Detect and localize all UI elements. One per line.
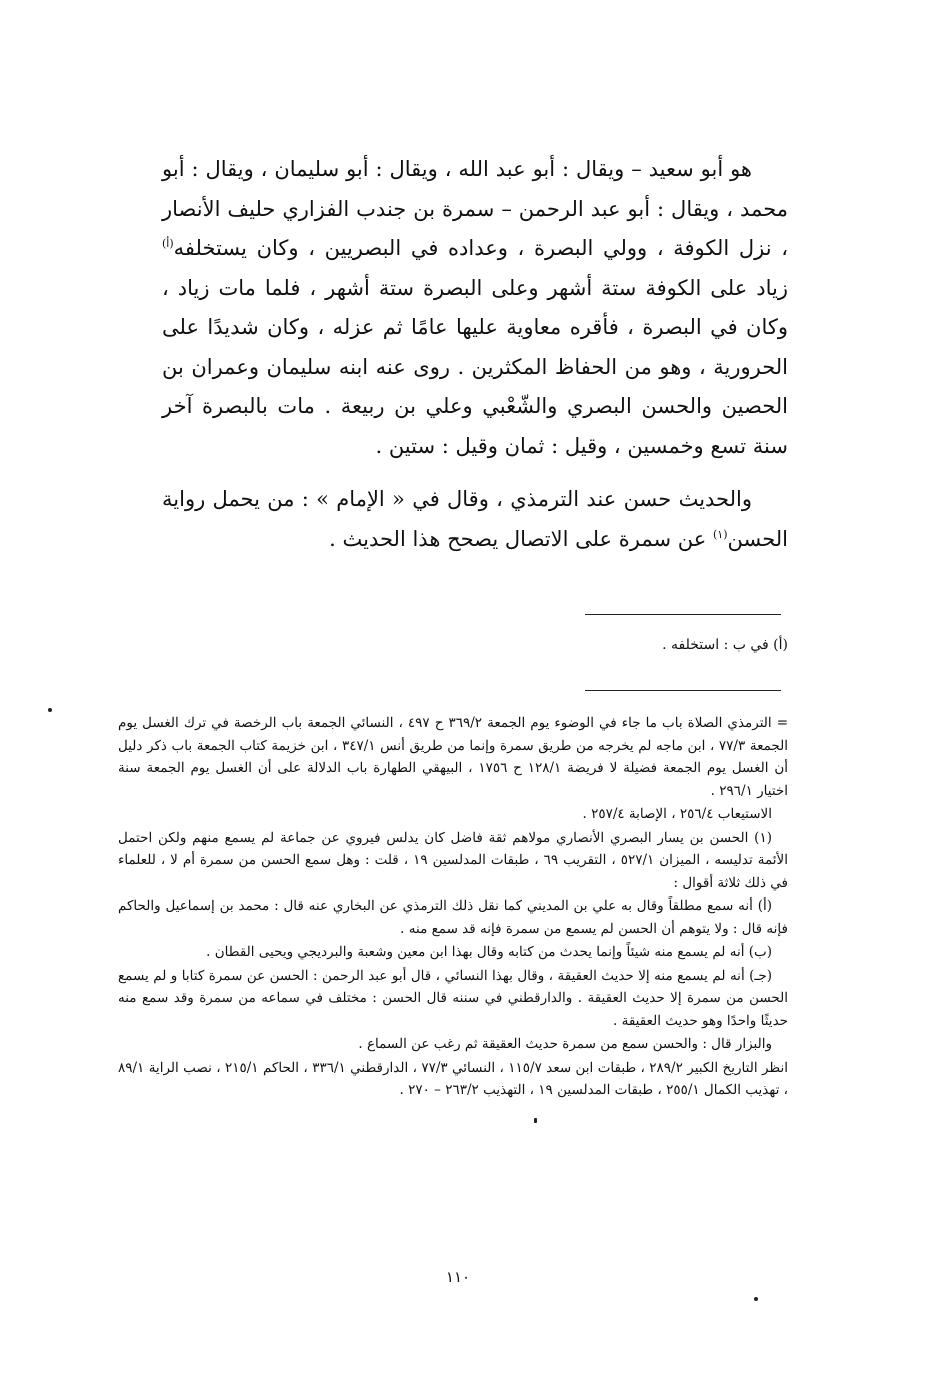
footnote-ref-1: (١) [712, 527, 728, 541]
scan-speck [534, 1118, 537, 1123]
footnote-continuation: = الترمذي الصلاة باب ما جاء في الوضوء يوم الجمعة ٣٦٩/٢ ح ٤٩٧ ، النسائي الجمعة باب الرخصة في ترك الغسل يوم الجمعة ٧٧/٣ ، ابن ماجه لم يخرجه من طريق سمرة وإنما من طريق أنس ٣٤٧/١ ، ابن خزيمة كتاب الجمعة باب ذكر دليل أن الغسل يوم الجمعة فضيلة لا فريضة ١٢٨/١ ح ١٧٥٦ ، البيهقي الطهارة باب الدلالة على أن الغسل يوم الجمعة سنة اختيار ٢٩٦/١ . [118, 715, 789, 799]
footnote-source: الاستيعاب ٢٥٦/٤ ، الإصابة ٢٥٧/٤ . [582, 806, 772, 822]
footnote-divider [585, 614, 781, 615]
scan-speck [48, 708, 52, 712]
biography-paragraph [162, 150, 788, 466]
footnote-opinion-b: (ب) أنه لم يسمع منه شيئاً وإنما يحدث من كتابه وقال بهذا ابن معين وشعبة والبرديجي ويحيى القطان . [206, 944, 772, 960]
biography-text-rest: زياد على الكوفة ستة أشهر وعلى البصرة ستة أشهر ، فلما مات زياد ، وكان في البصرة ، فأقره معاوية عليها عامًا ثم عزله ، وكان شديدًا على الحرورية ، وهو من الحفاظ المكثرين . روى عنه ابنه سليمان وعمران بن الحصين والحسن البصري والشّعْبي وعلي بن ربيعة . مات بالبصرة آخر سنة تسع وخمسين ، وقيل : ثمان وقيل : ستين . [162, 275, 788, 458]
hadith-grade-paragraph [162, 480, 788, 559]
footnote-opinion-a: (أ) أنه سمع مطلقاً وقال به علي بن المديني كما نقل ذلك الترمذي عن البخاري عنه قال : محمد بن إسماعيل والحاكم فإنه قال : ولا يتوهم أن الحسن لم يسمع من سمرة فإنه قد سمع منه . [118, 898, 788, 937]
scan-speck [754, 1297, 758, 1301]
hadith-grade-text-rest: عن سمرة على الاتصال يصحح هذا الحديث . [329, 526, 713, 551]
footnote-bazzar: والبزار قال : والحسن سمع من سمرة حديث العقيقة ثم رغب عن السماع . [358, 1036, 772, 1052]
footnote-1: (١) الحسن بن يسار البصري الأنصاري مولاهم ثقة فاضل كان يدلس فيروي عن جماعة لم يسمع منهم ولكن احتمل الأئمة تدليسه ، الميزان ٥٢٧/١ ، التقريب ٦٩ ، طبقات المدلسين ١٩ ، قلت : وهل سمع الحسن من سمرة أم لا ، للعلماء في ذلك ثلاثة أقوال : [118, 829, 788, 891]
footnotes [118, 712, 788, 1103]
footnote-divider-secondary [585, 690, 781, 691]
variant-footnote: (أ) في ب : استخلفه . [662, 637, 788, 653]
page-number: ١١٠ [445, 1268, 471, 1286]
main-text [162, 150, 788, 559]
biography-text: هو أبو سعيد – ويقال : أبو عبد الله ، ويقال : أبو سليمان ، ويقال : أبو محمد ، ويقال : أبو عبد الرحمن – سمرة بن جندب الفزاري حليف الأنصار ، نزل الكوفة ، وولي البصرة ، وعداده في البصريين ، وكان يستخلفه [162, 157, 788, 260]
footnote-ref-a: (أ) [162, 237, 174, 250]
footnote-opinion-c: (جـ) أنه لم يسمع منه إلا حديث العقيقة ، وقال بهذا النسائي ، قال أبو عبد الرحمن : الحسن عن سمرة كتابا و لم يسمع الحسن من سمرة إلا حديث العقيقة . والدارقطني في سننه قال الحسن : مختلف في سماعه من سمرة وقد سمع منه حديثًا واحدًا وهو حديث العقيقة . [118, 967, 788, 1029]
hadith-grade-text: والحديث حسن عند الترمذي ، وقال في « الإمام » : من يحمل رواية الحسن [162, 487, 788, 551]
footnote-references: انظر التاريخ الكبير ٢٨٩/٢ ، طبقات ابن سعد ١١٥/٧ ، النسائي ٧٧/٣ ، الدارقطني ٣٣٦/١ ، الحاكم ٢١٥/١ ، نصب الراية ٨٩/١ ، تهذيب الكمال ٢٥٥/١ ، طبقات المدلسين ١٩ ، التهذيب ٢٦٣/٢ – ٢٧٠ . [118, 1059, 789, 1098]
